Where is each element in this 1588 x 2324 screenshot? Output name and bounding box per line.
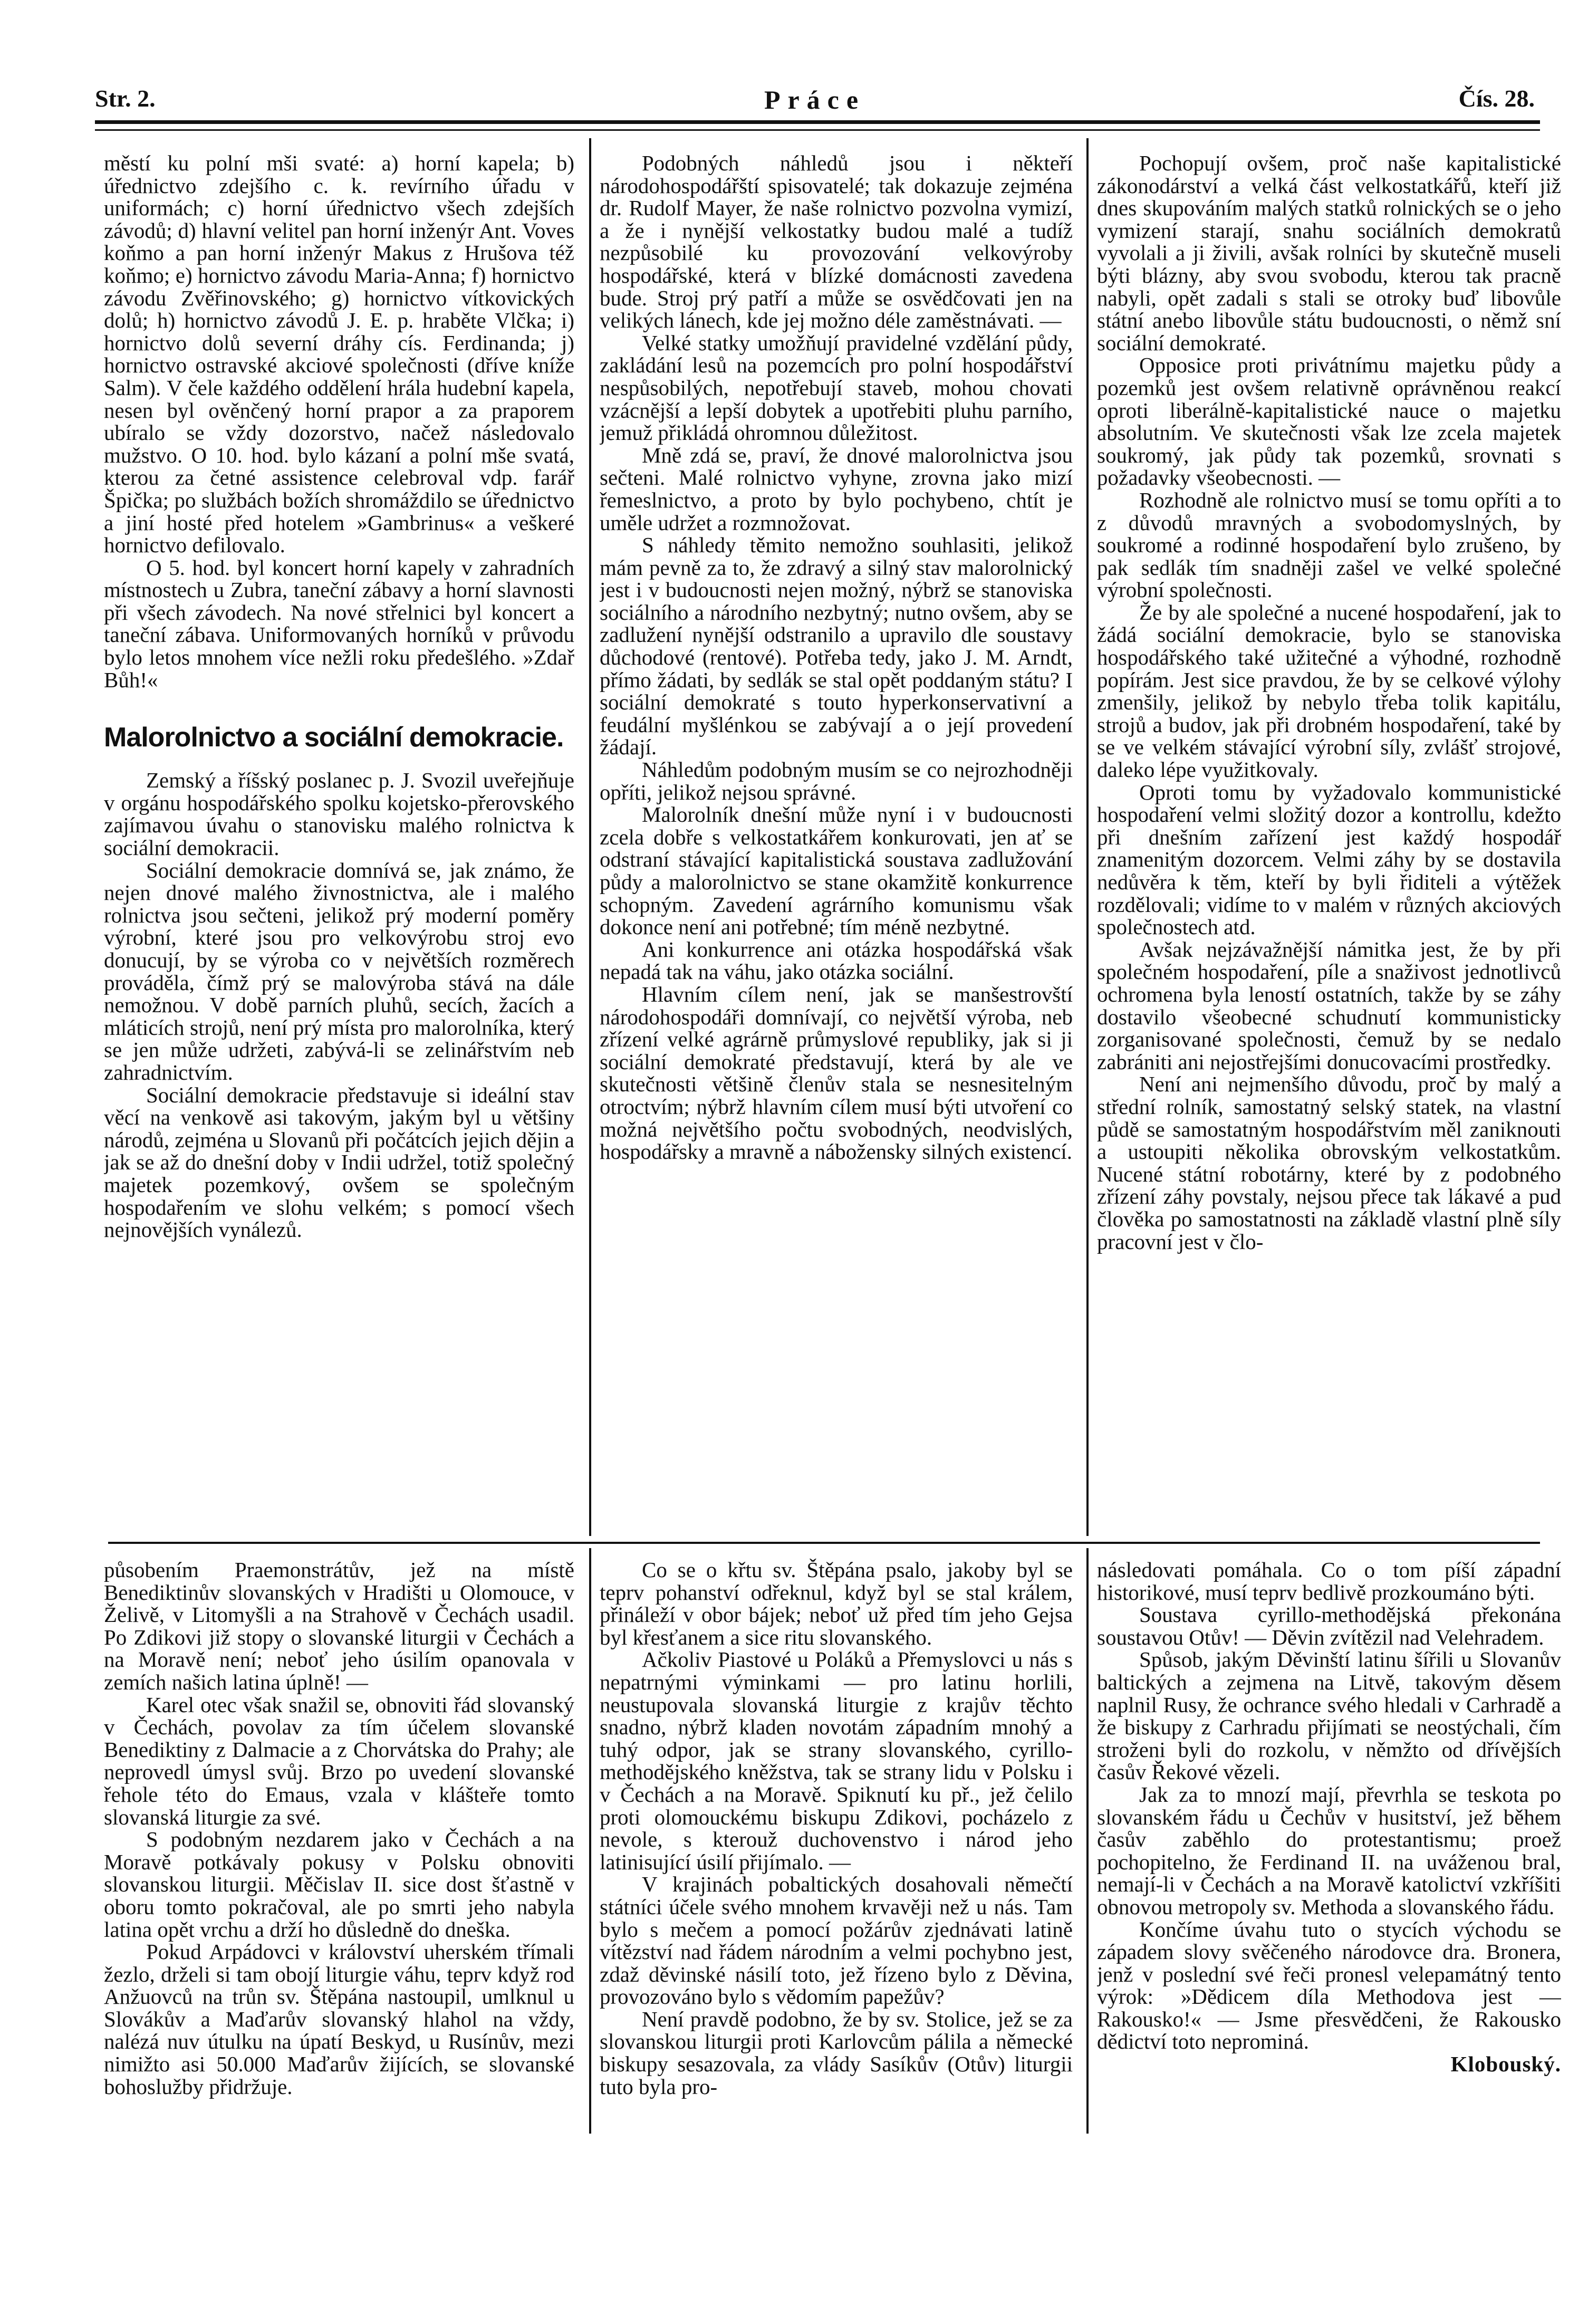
paragraph: Malorolník dnešní může nyní i v budoucnosti zcela dobře s velkostatkářem konkurovati, jen ať se odstraní stávající kapitalistická soustava zadlužování půdy a malorolnictvo se stane okamžitě konkurrence schopným. Zavedení agrárního komunismu však dokonce není ani potřebné; tím méně nezbytné. [600, 802, 1073, 939]
paragraph: Pochopují ovšem, proč naše kapitalistické zákonodárství a velká část velkostatkářů, kteří již dnes skupováním malých statků rolnických se o jeho vymizení starají, snahu sociálních demokratů vyvolali a ji živili, avšak rolníci by skutečně museli býti blázny, aby svou svobodu, kterou tak pracně nabyli, opět zadali s stali se otroky buď libovůle státní anebo libovůle státu budoucnosti, o němž sní sociální demokraté. [1097, 152, 1561, 355]
paragraph: Rozhodně ale rolnictvo musí se tomu opříti a to z důvodů mravných a svobodomyslných, by soukromé a rodinné hospodaření bylo zrušeno, by pak sedlák tím snadněji zašel ve velké společné výrobní společnosti. [1097, 487, 1561, 602]
paragraph: Velké statky umožňují pravidelné vzdělání půdy, zakládání lesů na pozemcích pro polní hospodářství nespůsobilých, nepotřebují staveb, mohou chovati vzácnější a lepší dobytek a upotřebiti pluhu parního, jemuž přikládá ohromnou důležitost. [600, 330, 1073, 445]
newspaper-title: Práce [764, 85, 866, 114]
paragraph: Co se o křtu sv. Štěpána psalo, jakoby byl se teprv pohanství odřeknul, když byl se stal králem, přináleží v obor bájek; neboť už před tím jeho Gejsa byl křesťanem a sice ritu slovanského. [600, 1559, 1073, 1649]
paragraph: městí ku polní mši svaté: a) horní kapela; b) úřednictvo zdejšího c. k. revírního úřadu v uniformách; c) horní úřednictvo všech zdejších závodů; d) hlavní velitel pan horní inženýr Ant. Voves koňmo a pan horní inženýr Makus z Hrušova též koňmo; e) hornictvo závodu Maria-Anna; f) hornictvo závodu Zvěřinovského; g) hornictvo vítkovických dolů; h) hornictvo závodů J. E. p. hraběte Vlčka; i) hornictvo dolů severní dráhy cís. Ferdinanda; j) hornictvo ostravské akciové společnosti (dříve kníže Salm). V čele každého oddělení hrála hudební kapela, nesen byl ověnčený horní prapor a za praporem ubíralo se vždy dozorstvo, načež následovalo mužstvo. O 10. hod. bylo kázaní a polní mše svatá, kterou za četné assistence celebroval vdp. farář Špička; po službách božích shromáždilo se úřednictvo a jiní hosté před hotelem »Gambrinus« a veškeré hornictvo defilovalo. [104, 152, 574, 558]
paragraph: Avšak nejzávažnější námitka jest, že by při společném hospodaření, píle a snaživost jednotlivců ochromena byla leností ostatních, takže by se záhy dostavilo všeobecné schudnutí kommunisticky zorganisované společnosti, čemuž by se nedalo zabrániti ani nejostřejšími donucovacími prostředky. [1097, 937, 1561, 1074]
header-rule-thin [95, 129, 1540, 131]
paragraph: Hlavním cílem není, jak se manšestrovští národohospodáři domnívají, co největší výroba, neb zřízení velké agrárně průmyslové republiky, jak si ji sociální demokraté představují, která by ale ve skutečnosti většině členův stala se nesnesitelným otroctvím; nýbrž hlavním cílem musí býti utvoření co možná největšího počtu svobodných, neodvislých, hospodářsky a mravně a nábožensky silných existencí. [600, 982, 1073, 1164]
paragraph: Zemský a říšský poslanec p. J. Svozil uveřejňuje v orgánu hospodářského spolku kojetsko-přerovského zajímavou úvahu o stanovisku malého rolnictva k sociální demokracii. [104, 768, 574, 860]
paragraph: Podobných náhledů jsou i někteří národohospodářští spisovatelé; tak dokazuje zejména dr. Rudolf Mayer, že naše rolnictvo pozvolna vymizí, a že i nynější velkostatky budou malé a tudíž nezpůsobilé ku provozování velkovýroby hospodářské, která v blízké domácnosti zavedena bude. Stroj prý patří a může se osvědčovati jen na velikých lánech, kde jej možno déle zaměstnávati. — [600, 152, 1073, 333]
paragraph: působením Praemonstrátův, jež na místě Benediktinův slovanských v Hradišti u Olomouce, v Želivě, v Litomyšli a na Strahově v Čechách usadil. Po Zdikovi již stopy o slovanské liturgii v Čechách a na Moravě není; neboť jeho úsilím opanovala v zemích našich latina úplně! — [104, 1559, 574, 1694]
author-signature: Klobouský. [1450, 2052, 1561, 2077]
column-divider-upper-1 [589, 138, 591, 1536]
column-divider-lower-2 [1086, 1548, 1089, 2134]
section-divider [108, 1542, 1540, 1544]
paragraph: Pokud Arpádovci v království uherském třímali žezlo, drželi si tam obojí liturgie váhu, teprv když rod Anžuovců na trůn sv. Štěpána nastoupil, umlknul u Slovákův a Maďarův slovanský hlahol na vždy, nalézá nuv útulku na úpatí Beskyd, u Rusínův, mezi nimižto asi 50.000 Maďarův žijících, se slovanské bohoslužby přidržuje. [104, 1939, 574, 2099]
header-rule-thick [95, 120, 1540, 124]
paragraph: Náhledům podobným musím se co nejrozhodněji opříti, jelikož nejsou správné. [600, 757, 1073, 804]
paragraph: Mně zdá se, praví, že dnové malorolnictva jsou sečteni. Malé rolnictvo vyhyne, zrovna jako mizí řemeslnictvo, a proto by bylo pochybeno, chtít je uměle udržet a rozmnožovat. [600, 443, 1073, 535]
paragraph: Končíme úvahu tuto o stycích východu se západem slovy svěčeného národovce dra. Bronera, jenž v poslední své řeči pronesl velepamátný tento výrok: »Dědicem díla Methodova jest — Rakousko!« — Jsme přesvědčeni, že Rakousko dědictví toto neprominá. [1097, 1917, 1561, 2054]
paragraph: Ačkoliv Piastové u Poláků a Přemyslovci u nás s nepatrnými výminkami — pro latinu horlili, neustupovala slovanská liturgie z krajův těchto snadno, nýbrž kladen novotám západním mnohý a tuhý odpor, jak se strany slovanského, cyrillo-methodějského kněžstva, tak se strany lidu v Polsku i v Čechách a na Moravě. Spiknutí ku př., jež čelilo proti olomouckému biskupu Zdikovi, pocházelo z nevole, s kterouž duchovenstvo i národ jeho latinisující úsilí přijímalo. — [600, 1647, 1073, 1874]
page-header [95, 84, 1535, 121]
feuilleton-column-1 [104, 1559, 574, 2139]
paragraph: O 5. hod. byl koncert horní kapely v zahradních místnostech u Zubra, taneční zábavy a horní slavnosti při všech závodech. Na nové střelnici byl koncert a taneční zábava. Uniformovaných horníků v průvodu bylo letos mnohem více nežli roku předešlého. »Zdař Bůh!« [104, 555, 574, 692]
paragraph: Oproti tomu by vyžadovalo kommunistické hospodaření velmi složitý dozor a kontrollu, kdežto při dnešním zařízení jest každý hospodář znamenitým dozorcem. Velmi záhy by se dostavila nedůvěra k těm, kteří by byli řiditeli a výtěžek rozdělovali; vidíme to v malém v různých akciových společnostech atd. [1097, 780, 1561, 939]
paragraph: Sociální demokracie představuje si ideální stav věcí na venkově asi takovým, jakým byl u většiny národů, zejména u Slovanů při počátcích jejich dějin a jak se až do dnešní doby v Indii udržel, totiž společný majetek pozemkový, ovšem se společným hospodařením ve slohu velkém; s pomocí všech nejnovějších vynálezů. [104, 1082, 574, 1242]
paragraph: Není ani nejmenšího důvodu, proč by malý a střední rolník, samostatný selský statek, na vlastní půdě se samostatným hospodářstvím měl zaniknouti a ustoupiti několika obrovským velkostatkům. Nucené státní robotárny, které by z podobného zřízení záhy povstaly, nejsou přece tak lákavé a pud člověka po samostatnosti na základě vlastní plně síly pracovní jest v člo- [1097, 1072, 1561, 1254]
page-number: Str. 2. [95, 85, 156, 112]
feuilleton-column-2 [600, 1559, 1073, 2139]
article-column-2 [600, 152, 1073, 1536]
paragraph: Není pravdě podobno, že by sv. Stolice, jež se za slovanskou liturgii proti Karlovcům pálila a německé biskupy sesazovala, za vlády Sasíkův (Otův) liturgii tuto byla pro- [600, 2006, 1073, 2099]
column-divider-lower-1 [589, 1548, 591, 2134]
article-column-1 [104, 152, 574, 1536]
article-heading: Malorolnictvo a sociální demokracie. [104, 722, 564, 753]
paragraph: Karel otec však snažil se, obnoviti řád slovanský v Čechách, povolav za tím účelem slovanské Benediktiny z Dalmacie a z Chorvátska do Prahy; ale neprovedl úmysl svůj. Brzo po uvedení slovanské řehole této do Emaus, vzala v klášteře tomto slovanská liturgie za své. [104, 1692, 574, 1829]
feuilleton-column-3 [1097, 1559, 1561, 2139]
issue-number: Čís. 28. [1458, 85, 1535, 112]
author-signature-line [1097, 2053, 1561, 2076]
paragraph: V krajinách pobaltických dosahovali němečtí státníci účele svého mnohem krvavěji než u nás. Tam bylo s mečem a pomocí požárův zjednávati latině vítězství nad řádem národním a velmi pochybno jest, zdaž děvinské násilí toto, jež řízeno bylo z Děvina, provozováno bylo s vědomím papežův? [600, 1872, 1073, 2009]
paragraph: Spůsob, jakým Děvinští latinu šířili u Slovanův baltických a zejmena na Litvě, takovým děsem naplnil Rusy, že ochrance svého hledali v Carhradě a že biskupy z Carhradu přijímati se neostýchali, čím stroženi byli do rozkolu, v němžto od dřívějších časův Řekové vězeli. [1097, 1647, 1561, 1784]
paragraph: následovati pomáhala. Co o tom píší západní historikové, musí teprv bedlivě prozkoumáno býti. [1097, 1559, 1561, 1605]
paragraph: S podobným nezdarem jako v Čechách a na Moravě potkávaly pokusy v Polsku obnoviti slovanskou liturgii. Měčislav II. sice dost šťastně v oboru tomto pokračoval, ale po smrti jeho nabyla latina opět vrchu a drží ho důsledně do dneška. [104, 1827, 574, 1942]
column-divider-upper-2 [1086, 138, 1089, 1536]
paragraph: S náhledy těmito nemožno souhlasiti, jelikož mám pevně za to, že zdravý a silný stav malorolnický jest i v budoucnosti nejen možný, nýbrž se stanoviska sociálního a národního nezbytný; nutno ovšem, aby se zadlužení nynější odstranilo a upravilo dle soustavy důchodové (rentové). Potřeba tedy, jako J. M. Arndt, přímo žádati, by sedlák se stal opět poddaným státu? I sociální demokraté s touto hyperkonservativní a feudální myšlénkou se zabývají a o její provedení žádají. [600, 533, 1073, 760]
article-column-3 [1097, 152, 1561, 1536]
paragraph: Ani konkurrence ani otázka hospodářská však nepadá tak na váhu, jako otázka sociální. [600, 937, 1073, 984]
paragraph: Jak za to mnozí mají, převrhla se teskota po slovanském řádu u Čechův v husitství, jež během časův zaběhlo do protestantismu; proež pochopitelno, že Ferdinand II. na uváženou bral, nemají-li v Čechách a na Moravě katolictví vzkříšiti obnovou metropoly sv. Methoda a slovanského řádu. [1097, 1782, 1561, 1919]
paragraph: Soustava cyrillo-methodějská překonána soustavou Otův! — Děvin zvítězil nad Velehradem. [1097, 1602, 1561, 1649]
paragraph: Že by ale společné a nucené hospodaření, jak to žádá sociální demokracie, bylo se stanoviska hospodářského také užitečné a výhodné, rozhodně popírám. Jest sice pravdou, že by se celkové výlohy zmenšily, jelikož by nebylo třeba tolik kapitálu, strojů a budov, jak při drobném hospodaření, také by se ve velkém stávající výrobní síly, zvlášť strojové, daleko lépe využitkovaly. [1097, 600, 1561, 782]
paragraph: Opposice proti privátnímu majetku půdy a pozemků jest ovšem relativně oprávněnou reakcí oproti liberálně-kapitalistické nauce o majetku absolutním. Ve skutečnosti však lze zcela majetek soukromý, jak půdy tak pozemků, srovnati s požadavky všeobecnosti. — [1097, 353, 1561, 490]
paragraph: Sociální demokracie domnívá se, jak známo, že nejen dnové malého živnostnictva, ale i malého rolnictva jsou sečteni, jelikož prý moderní poměry výrobní, které jsou pro velkovýrobu stroj evo donucují, by se výroba co v největších rozměrech prováděla, čímž prý se malovýroba stává na dále nemožnou. V době parních pluhů, secích, žacích a mláticích strojů, není prý místa pro malorolníka, který se jen může udržeti, zabývá-li se zelinářstvím neb zahradnictvím. [104, 858, 574, 1084]
